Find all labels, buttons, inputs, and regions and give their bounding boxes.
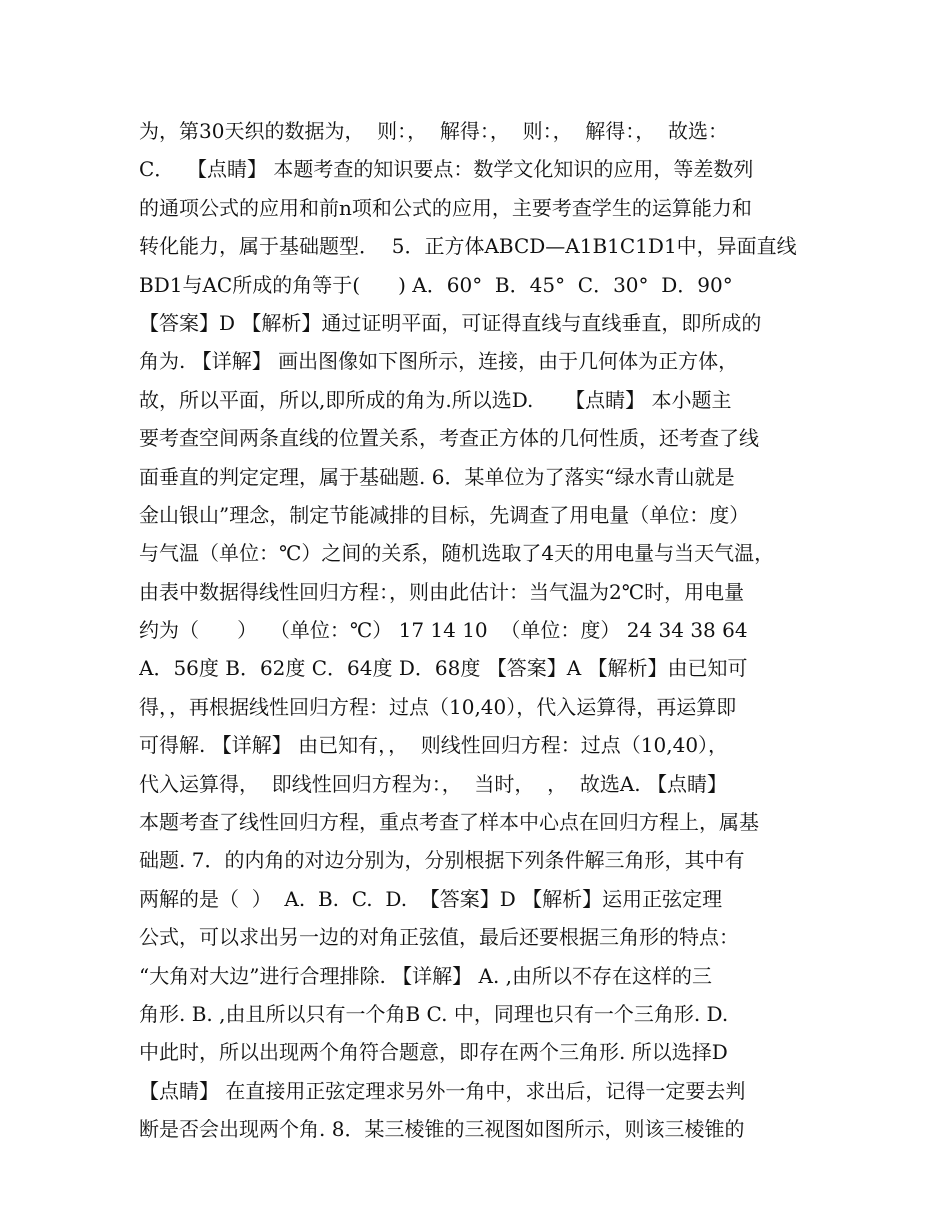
text-line: 【点睛】 在直接用正弦定理求另外一角中，求出后，记得一定要去判 [139,1078,746,1103]
text-line: 由表中数据得线性回归方程：，则由此估计：当气温为2℃时，用电量 [139,579,745,604]
text-line: BD1与AC所成的角等于( ) A．60° B．45° C．30° D．90° [139,272,733,297]
text-line: 本题考查了线性回归方程，重点考查了样本中心点在回归方程上，属基 [139,810,759,835]
text-line: “大角对大边”进行合理排除. 【详解】 A. ,由所以不存在这样的三 [139,963,713,988]
text-line: 可得解. 【详解】 由已知有，， 则线性回归方程：过点（10,40）， [139,733,729,758]
text-line: 代入运算得， 即线性回归方程为：， 当时， ， 故选A. 【点睛】 [139,771,728,796]
text-line: 础题. 7．的内角的对边分别为，分别根据下列条件解三角形，其中有 [139,848,745,873]
text-line: 两解的是（ ） A. B. C. D. 【答案】D 【解析】运用正弦定理 [139,886,723,911]
text-line: 【答案】D 【解析】通过证明平面，可证得直线与直线垂直，即所成的 [139,310,762,335]
text-line: 面垂直的判定定理，属于基础题. 6．某单位为了落实“绿水青山就是 [139,464,735,489]
text-line: 要考查空间两条直线的位置关系，考查正方体的几何性质，还考查了线 [139,426,759,451]
text-line: 的通项公式的应用和前n项和公式的应用，主要考查学生的运算能力和 [139,195,752,220]
text-line: 为，第30天织的数据为， 则：， 解得：， 则：， 解得：， 故选： [139,119,729,143]
text-line: 公式，可以求出另一边的对角正弦值，最后还要根据三角形的特点： [139,925,739,950]
body-text [139,112,829,1149]
text-line: 中此时，所以出现两个角符合题意，即存在两个三角形. 所以选择D [139,1040,728,1065]
text-line: 角形. B. ,由且所以只有一个角B C. 中，同理也只有一个三角形. D. [139,1001,729,1026]
text-line: A．56度 B．62度 C．64度 D．68度 【答案】A 【解析】由已知可 [139,656,748,681]
text-line: 约为（ ） （单位：℃） 17 14 10 （单位：度） 24 34 38 64 [139,618,748,643]
text-line: 故，所以平面，所以,即所成的角为.所以选D. 【点睛】 本小题主 [139,387,732,412]
text-line: 与气温（单位：℃）之间的关系，随机选取了4天的用电量与当天气温， [139,541,775,566]
text-line: C． 【点睛】 本题考查的知识要点：数学文化知识的应用，等差数列 [139,157,754,182]
text-line: 角为. 【详解】 画出图像如下图所示，连接，由于几何体为正方体， [139,349,739,374]
text-line: 金山银山”理念，制定节能减排的目标，先调查了用电量（单位：度） [139,502,750,527]
text-line: 断是否会出现两个角. 8．某三棱锥的三视图如图所示，则该三棱锥的 [139,1117,745,1142]
text-line: 得，，再根据线性回归方程：过点（10,40），代入运算得，再运算即 [139,694,737,719]
text-line: 转化能力，属于基础题型． 5．正方体ABCD—A1B1C1D1中，异面直线 [139,234,797,259]
